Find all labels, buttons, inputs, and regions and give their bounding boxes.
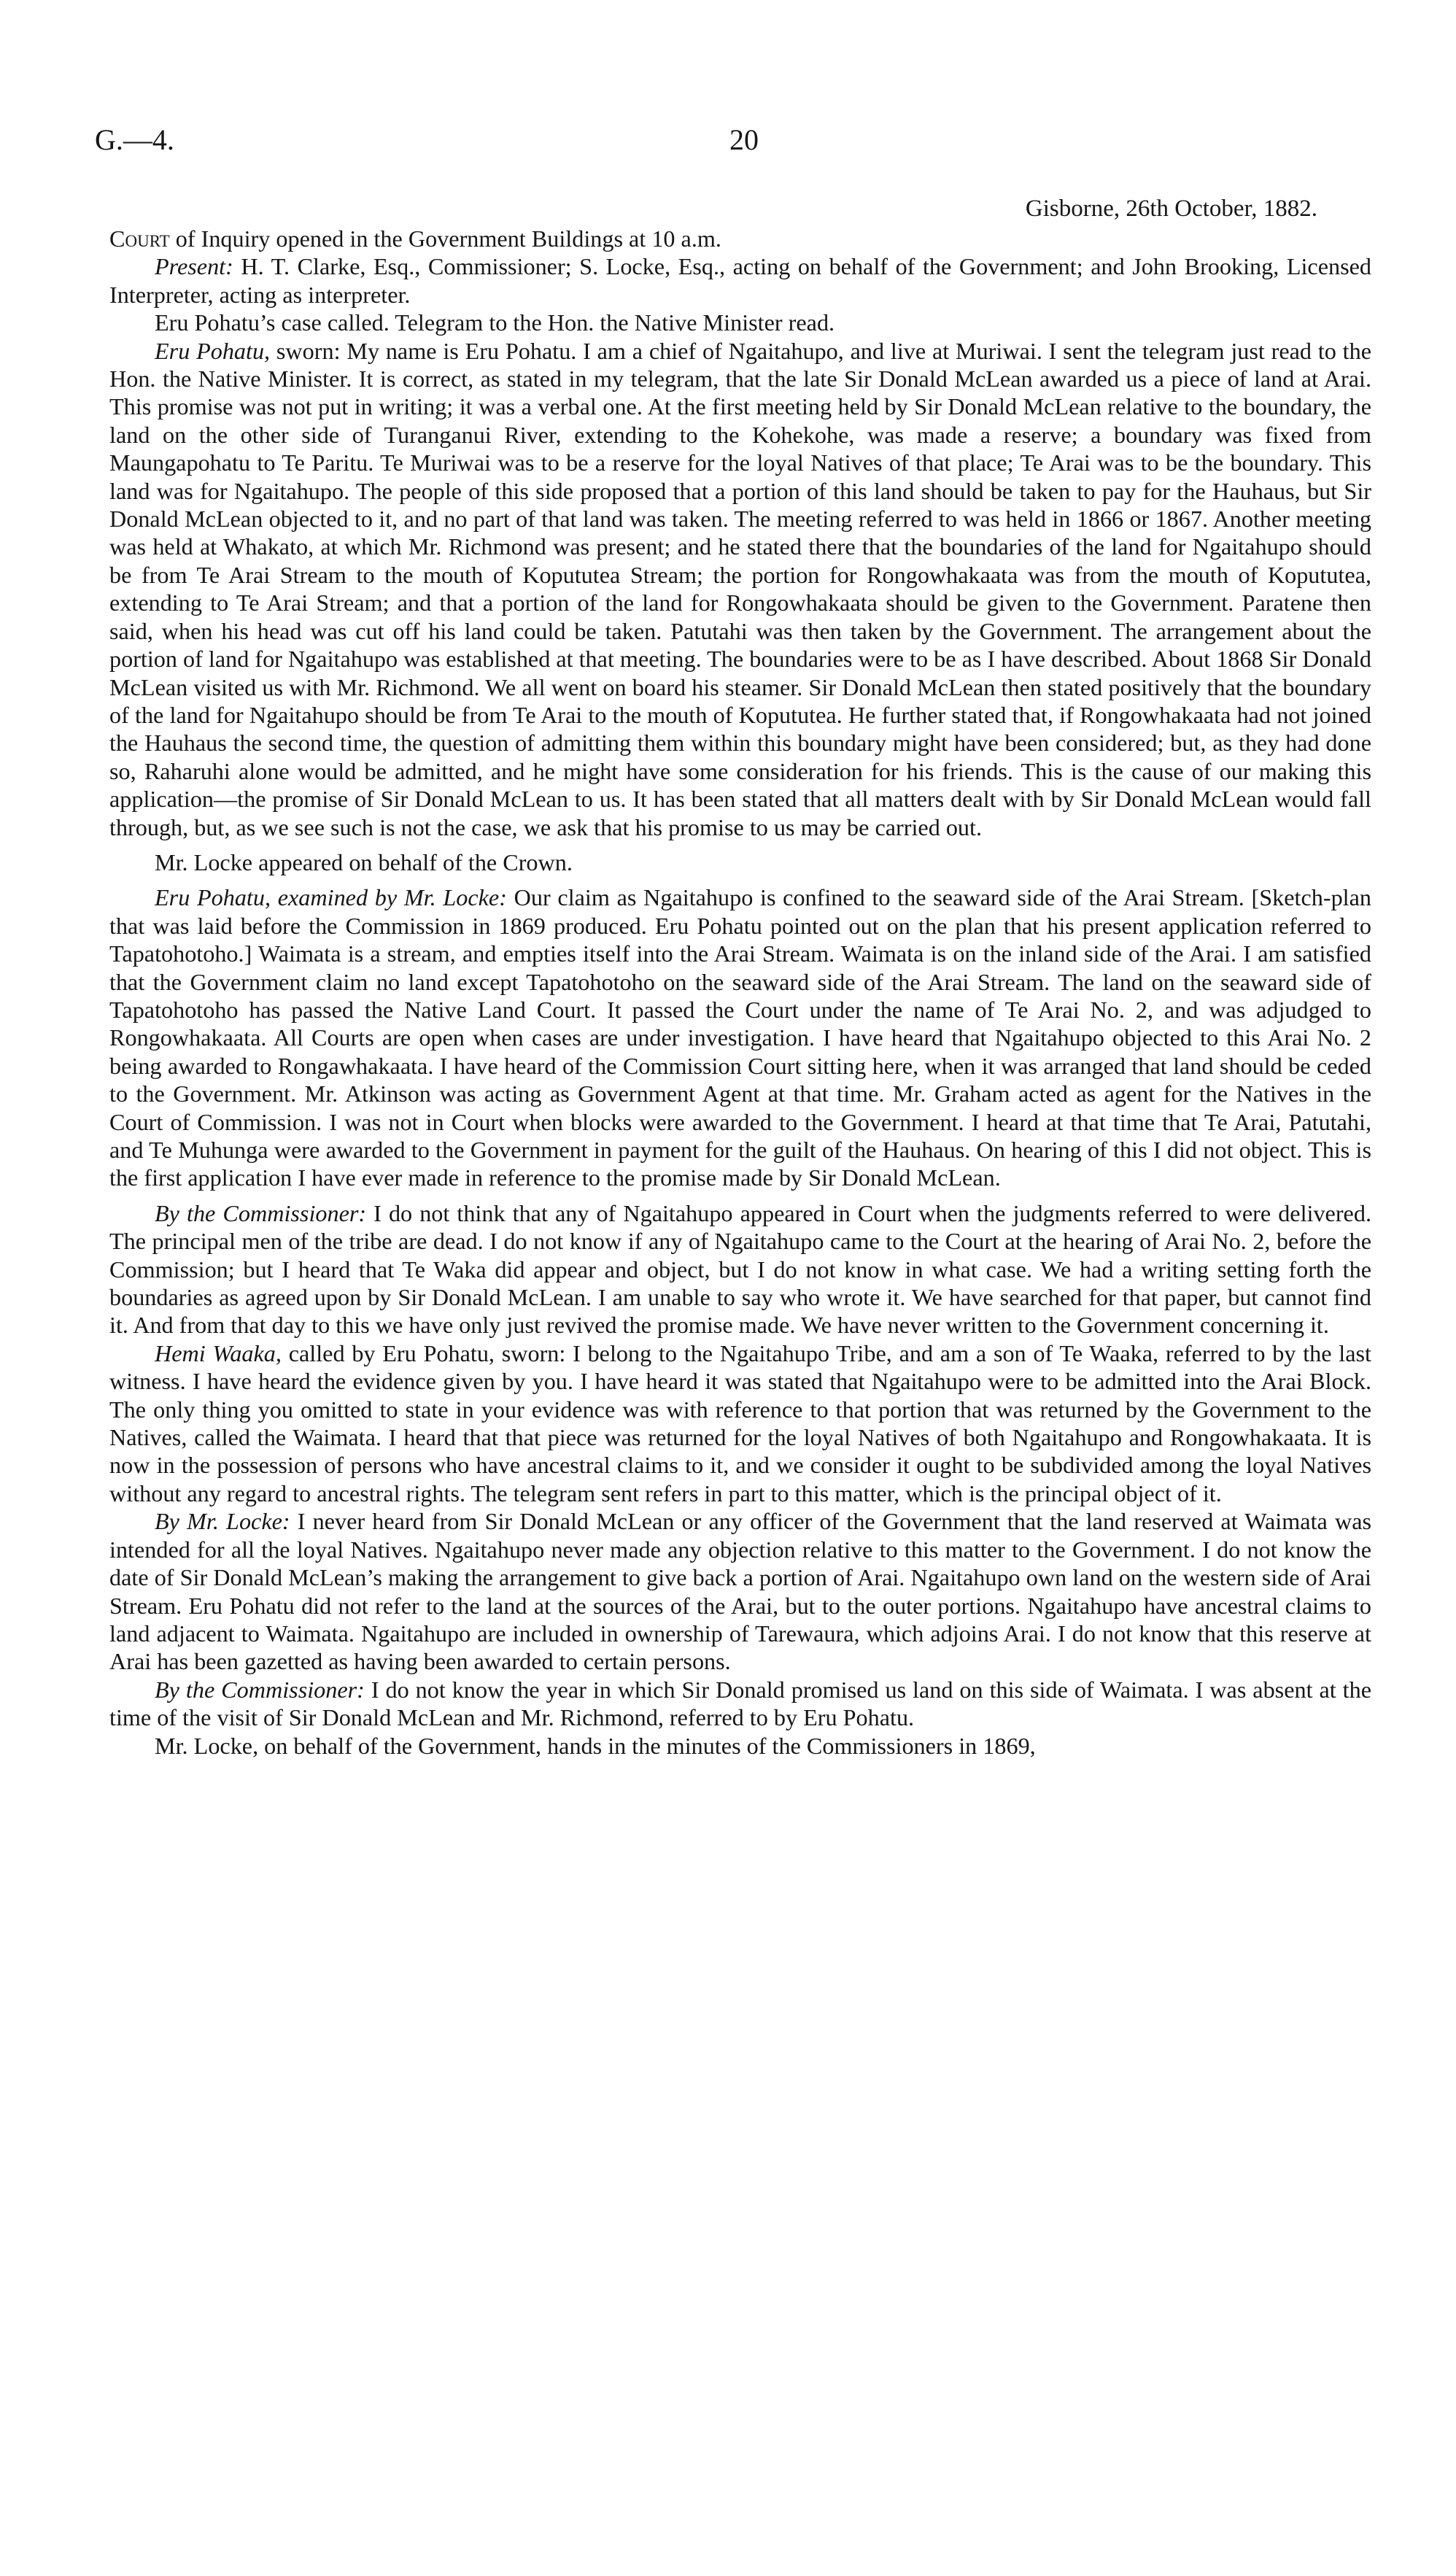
paragraph-text: sworn: My name is Eru Pohatu. I am a chief of Ngaitahupo, and live at Muriwai. I sent the telegram just read to the Hon. the Native Minister. It is correct, as stated in my telegram, that the late Sir Donald McLean awarded us a piece of land at Arai. This promise was not put in writing; it was a verbal one. At the first meeting held by Sir Donald McLean relative to the boundary, the land on the other side of Turanganui River, extending to the Kohekohe, was made a reserve; a boundary was fixed from Maungapohatu to Te Paritu. Te Muriwai was to be a reserve for the loyal Natives of that place; Te Arai was to be the boundary. This land was for Ngaitahupo. The people of this side proposed that a portion of this land should be taken to pay for the Hauhaus, but Sir Donald McLean objected to it, and no part of that land was taken. The meeting referred to was held in 1866 or 1867. Another meeting was held at Whakato, at which Mr. Richmond was present; and he stated there that the boundaries of the land for Ngaitahupo should be from Te Arai Stream to the mouth of Kopututea Stream; the portion for Rongowhakaata was from the mouth of Kopututea, extending to Te Arai Stream; and that a portion of the land for Rongowhakaata should be given to the Government. Paratene then said, when his head was cut off his land could be taken. Patutahi was then taken by the Government. The arrangement about the portion of land for Ngaitahupo was established at that meeting. The boundaries were to be as I have described. About 1868 Sir Donald McLean visited us with Mr. Richmond. We all went on board his steamer. Sir Donald McLean then stated positively that the boundary of the land for Ngaitahupo should be from Te Arai to the mouth of Kopututea. He further stated that, if Rongowhakaata had not joined the Hauhaus the second time, the question of admitting them within this boundary might have been considered; but, as they had done so, Raharuhi alone would be admitted, and he might have some consideration for his friends. This is the cause of our making this application—the promise of Sir Donald McLean to us. It has been stated that all matters dealt with by Sir Donald McLean would fall through, but, as we see such is not the case, we ask that his promise to us may be carried out. [109, 337, 1371, 840]
paragraph-hemi-waaka [109, 1339, 1371, 1507]
paragraph-text: of Inquiry opened in the Government Buildings at 10 a.m. [169, 225, 721, 252]
document-reference: G.—4. [95, 123, 174, 156]
paragraph-by-locke [109, 1507, 1371, 1675]
paragraph-lead: Eru Pohatu, examined by Mr. Locke: [155, 884, 507, 911]
paragraph-text: I do not think that any of Ngaitahupo appeared in Court when the judgments referred to were delivered. The principal men of the tribe are dead. I do not know if any of Ngaitahupo came to the Court at the hearing of Arai No. 2, before the Commission; but I heard that Te Waka did appear and object, but I do not know in what case. We had a writing setting forth the boundaries as agreed upon by Sir Donald McLean. I am unable to say who wrote it. We have searched for that paper, but cannot find it. And from that day to this we have only just revived the promise made. We have never written to the Government concerning it. [109, 1199, 1371, 1339]
dateline: Gisborne, 26th October, 1882. [1025, 196, 1317, 222]
paragraph-text: H. T. Clarke, Esq., Commissioner; S. Locke, Esq., acting on behalf of the Government; and John Brooking, Licensed Interpreter, acting as interpreter. [109, 253, 1371, 308]
paragraph-examined-by-locke [109, 883, 1371, 1191]
page-header [95, 123, 1357, 166]
paragraph-text: Mr. Locke appeared on behalf of the Crown. [155, 848, 573, 875]
paragraph-locke-hands-in [109, 1732, 1371, 1760]
paragraph-eru-pohatu-sworn [109, 337, 1371, 841]
page-number: 20 [729, 123, 759, 156]
paragraph-lead: By the Commissioner: [155, 1199, 367, 1226]
paragraph-lead: By Mr. Locke: [155, 1508, 290, 1535]
paragraph-lead: Eru Pohatu, [155, 337, 271, 364]
paragraph-smallcaps: Court [109, 225, 170, 252]
paragraph-case-called [109, 309, 1371, 336]
paragraph-lead: By the Commissioner: [155, 1676, 365, 1703]
paragraph-text: I never heard from Sir Donald McLean or any officer of the Government that the land reserved at Waimata was intended for all the loyal Natives. Ngaitahupo never made any objection relative to this matter to the Government. I do not know the date of Sir Donald McLean’s making the arrangement to give back a portion of Arai. Ngaitahupo own land on the western side of Arai Stream. Eru Pohatu did not refer to the land at the sources of the Arai, but to the outer portions. Ngaitahupo have ancestral claims to land adjacent to Waimata. Ngaitahupo are included in ownership of Tarewaura, which adjoins Arai. I do not know that this reserve at Arai has been gazetted as having been awarded to certain persons. [109, 1508, 1372, 1675]
paragraph-present [109, 252, 1371, 309]
paragraph-locke-appeared [109, 848, 1371, 876]
paragraph-by-commissioner-2 [109, 1676, 1371, 1732]
paragraph-text: Our claim as Ngaitahupo is confined to the seaward side of the Arai Stream. [Sketch-plan that was laid before the Commission in 1869 produced. Eru Pohatu pointed out on the plan that his present application referred to Tapatohotoho.] Waimata is a stream, and empties itself into the Arai Stream. Waimata is on the inland side of the Arai. I am satisfied that the Government claim no land except Tapatohotoho on the seaward side of the Arai Stream. The land on the seaward side of Tapatohotoho has passed the Native Land Court. It passed the Court under the name of Te Arai No. 2, and was adjudged to Rongowhakaata. All Courts are open when cases are under investigation. I have heard that Ngaitahupo objected to this Arai No. 2 being awarded to Rongawhakaata. I have heard of the Commission Court sitting here, when it was arranged that land should be ceded to the Government. Mr. Atkinson was acting as Government Agent at that time. Mr. Graham acted as agent for the Natives in the Court of Commission. I was not in Court when blocks were awarded to the Government. I heard at that time that Te Arai, Patutahi, and Te Muhunga were awarded to the Government in payment for the guilt of the Hauhaus. On hearing of this I did not object. This is the first application I have ever made in reference to the promise made by Sir Donald McLean. [109, 884, 1371, 1191]
paragraph-lead: Hemi Waaka, [155, 1339, 282, 1366]
document-body [109, 225, 1371, 1760]
paragraph-text: Eru Pohatu’s case called. Telegram to the Hon. the Native Minister read. [155, 309, 835, 336]
paragraph-text: called by Eru Pohatu, sworn: I belong to the Ngaitahupo Tribe, and am a son of Te Waaka, referred to by the last witness. I have heard the evidence given by you. I have heard it was stated that Ngaitahupo were to be admitted into the Arai Block. The only thing you omitted to state in your evidence was with reference to that portion that was returned by the Government to the Natives, called the Waimata. I heard that that piece was returned for the loyal Natives of both Ngaitahupo and Rongowhakaata. It is now in the possession of persons who have ancestral claims to it, and we consider it ought to be subdivided among the loyal Natives without any regard to ancestral rights. The telegram sent refers in part to this matter, which is the principal object of it. [109, 1339, 1371, 1506]
paragraph-text: Mr. Locke, on behalf of the Government, hands in the minutes of the Commissioners in 1869, [155, 1732, 1036, 1759]
paragraph-text: I do not know the year in which Sir Donald promised us land on this side of Waimata. I was absent at the time of the visit of Sir Donald McLean and Mr. Richmond, referred to by Eru Pohatu. [109, 1676, 1372, 1731]
paragraph-court-opened [109, 225, 1371, 252]
paragraph-lead: Present: [155, 253, 233, 280]
paragraph-by-commissioner-1 [109, 1199, 1371, 1339]
